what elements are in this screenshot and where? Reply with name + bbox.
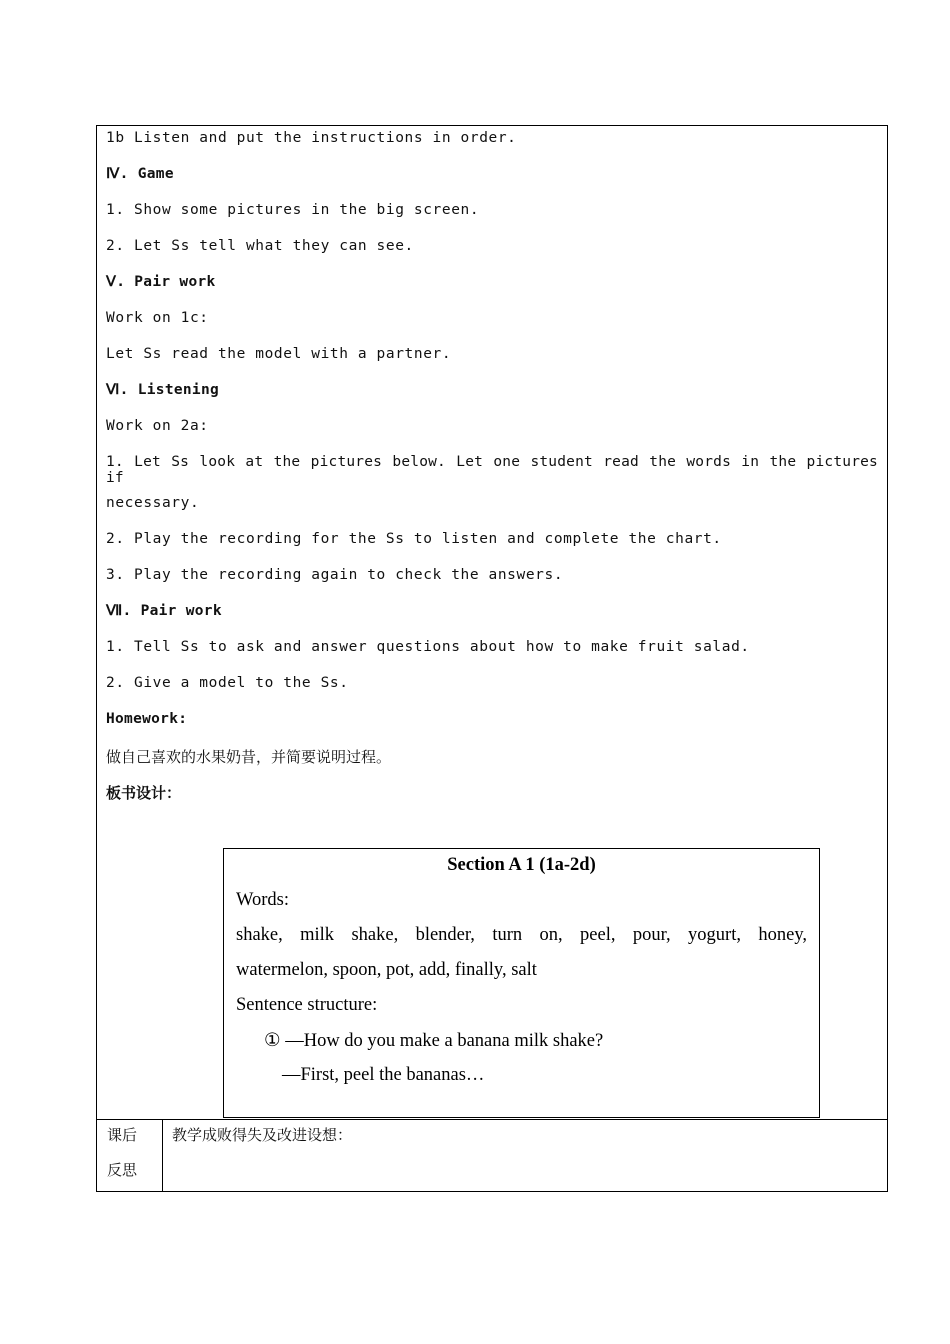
reflection-label: 反思 bbox=[107, 1161, 138, 1179]
section-heading: Ⅳ. Game bbox=[106, 166, 174, 182]
column-divider bbox=[162, 1119, 163, 1191]
section-heading: Ⅵ. Listening bbox=[106, 382, 220, 398]
words-line: shake, milk shake, blender, turn on, peel, pour, yogurt, honey, bbox=[236, 925, 807, 945]
board-design-label: 板书设计： bbox=[106, 784, 182, 802]
section-heading: Ⅶ. Pair work bbox=[106, 603, 222, 619]
row-divider bbox=[97, 1119, 887, 1120]
text-line: necessary. bbox=[106, 495, 200, 511]
words-line: watermelon, spoon, pot, add, finally, salt bbox=[236, 960, 537, 980]
structure-label: Sentence structure: bbox=[236, 995, 378, 1015]
board-title: Section A 1 (1a-2d) bbox=[447, 855, 596, 875]
text-line: 2. Give a model to the Ss. bbox=[106, 675, 349, 691]
text-line: Work on 2a: bbox=[106, 418, 209, 434]
homework-label: Homework: bbox=[106, 711, 188, 727]
text-line: 1. Show some pictures in the big screen. bbox=[106, 202, 480, 218]
section-heading: Ⅴ. Pair work bbox=[106, 274, 216, 290]
blackboard-design-box bbox=[223, 848, 820, 1118]
lesson-plan-table bbox=[96, 125, 888, 1192]
reflection-content: 教学成败得失及改进设想： bbox=[172, 1126, 353, 1144]
text-line: Work on 1c: bbox=[106, 310, 209, 326]
reflection-label: 课后 bbox=[107, 1126, 138, 1144]
text-line: 1b Listen and put the instructions in order. bbox=[106, 130, 517, 146]
text-line: 2. Let Ss tell what they can see. bbox=[106, 238, 414, 254]
text-line: 1. Let Ss look at the pictures below. Let one student read the words in the pictures if bbox=[106, 454, 878, 486]
text-line: 2. Play the recording for the Ss to listen and complete the chart. bbox=[106, 531, 722, 547]
example-answer: —First, peel the bananas… bbox=[282, 1065, 485, 1085]
text-line: 1. Tell Ss to ask and answer questions about how to make fruit salad. bbox=[106, 639, 750, 655]
words-label: Words: bbox=[236, 890, 289, 910]
homework-text: 做自己喜欢的水果奶昔，并简要说明过程。 bbox=[106, 748, 392, 766]
example-question: ① —How do you make a banana milk shake? bbox=[264, 1031, 604, 1051]
text-line: Let Ss read the model with a partner. bbox=[106, 346, 452, 362]
text-line: 3. Play the recording again to check the answers. bbox=[106, 567, 564, 583]
